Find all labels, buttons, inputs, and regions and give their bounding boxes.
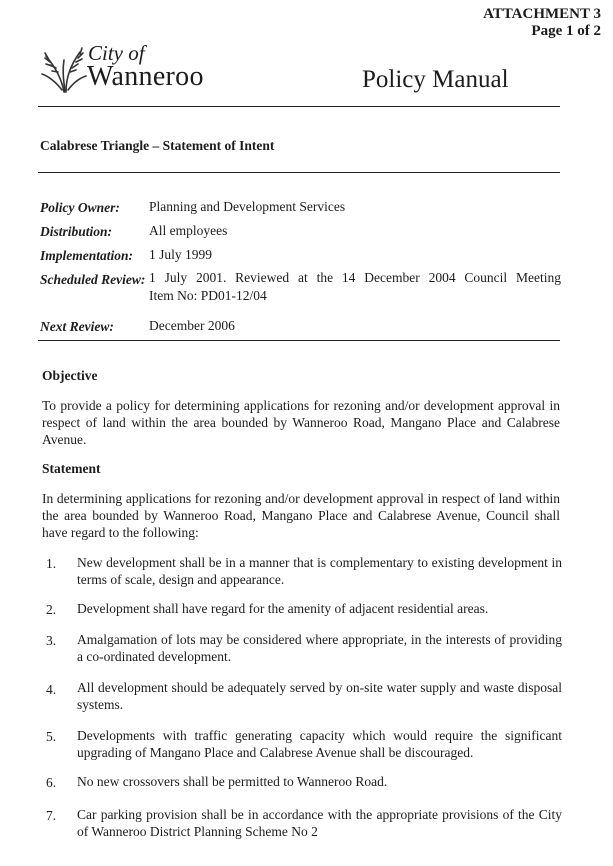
logo-city-of: City of bbox=[88, 41, 145, 65]
list-item-number: 3. bbox=[46, 633, 57, 648]
next-review-value: December 2006 bbox=[149, 318, 235, 333]
implementation-value: 1 July 1999 bbox=[149, 247, 213, 262]
objective-text: To provide a policy for determining applications for rezoning and/or development approval in respect of land within the area bounded by Wanneroo Road, Mangano Place and Calabrese Avenue. bbox=[42, 398, 560, 447]
attachment-label: ATTACHMENT 3 bbox=[483, 6, 601, 22]
list-item: Development shall have regard for the amenity of adjacent residential areas. bbox=[77, 601, 489, 616]
list-item-number: 4. bbox=[46, 682, 57, 697]
page-number: Page 1 of 2 bbox=[531, 23, 601, 39]
scheduled-review-value: 1 July 2001. Reviewed at the 14 December 2004 Council Meeting bbox=[149, 270, 561, 285]
distribution-value: All employees bbox=[149, 223, 228, 238]
attachment-header bbox=[483, 6, 601, 40]
meta-divider bbox=[38, 340, 560, 341]
city-logo-icon bbox=[40, 42, 88, 98]
scheduled-review-label: Scheduled Review: bbox=[40, 272, 146, 287]
logo-wanneroo: Wanneroo bbox=[87, 61, 204, 92]
statement-heading: Statement bbox=[42, 461, 101, 476]
list-item: Car parking provision shall be in accordance with the appropriate provisions of the City of Wanneroo District Planning Scheme No 2 bbox=[77, 807, 562, 839]
review-item-number: Item No: PD01-12/04 bbox=[149, 288, 267, 303]
list-item-number: 7. bbox=[46, 808, 57, 823]
list-item: Amalgamation of lots may be considered where appropriate, in the interests of providing a co-ordinated development. bbox=[77, 632, 562, 664]
statement-intro: In determining applications for rezoning and/or development approval in respect of land within the area bounded by Wanneroo Road, Mangano Place and Calabrese Avenue, Council shall have regard to the following: bbox=[42, 491, 560, 540]
document-title: Calabrese Triangle – Statement of Intent bbox=[40, 138, 275, 153]
list-item-number: 1. bbox=[46, 556, 57, 571]
list-item: Developments with traffic generating capacity which would require the significant upgrading of Mangano Place and Calabrese Avenue shall be discouraged. bbox=[77, 728, 562, 760]
header-divider bbox=[38, 106, 560, 107]
list-item-number: 6. bbox=[46, 775, 57, 790]
next-review-label: Next Review: bbox=[40, 319, 114, 334]
distribution-label: Distribution: bbox=[40, 224, 113, 239]
implementation-label: Implementation: bbox=[40, 248, 134, 263]
list-item-number: 2. bbox=[46, 602, 57, 617]
policy-owner-value: Planning and Development Services bbox=[149, 199, 346, 214]
list-item-number: 5. bbox=[46, 729, 57, 744]
list-item: No new crossovers shall be permitted to Wanneroo Road. bbox=[77, 774, 388, 789]
list-item: All development should be adequately served by on-site water supply and waste disposal systems. bbox=[77, 680, 562, 712]
title-divider bbox=[38, 172, 560, 173]
list-item: New development shall be in a manner that is complementary to existing development in terms of scale, design and appearance. bbox=[77, 555, 562, 587]
objective-heading: Objective bbox=[42, 368, 98, 383]
policy-manual-title: Policy Manual bbox=[362, 66, 509, 93]
policy-owner-label: Policy Owner: bbox=[40, 200, 120, 215]
